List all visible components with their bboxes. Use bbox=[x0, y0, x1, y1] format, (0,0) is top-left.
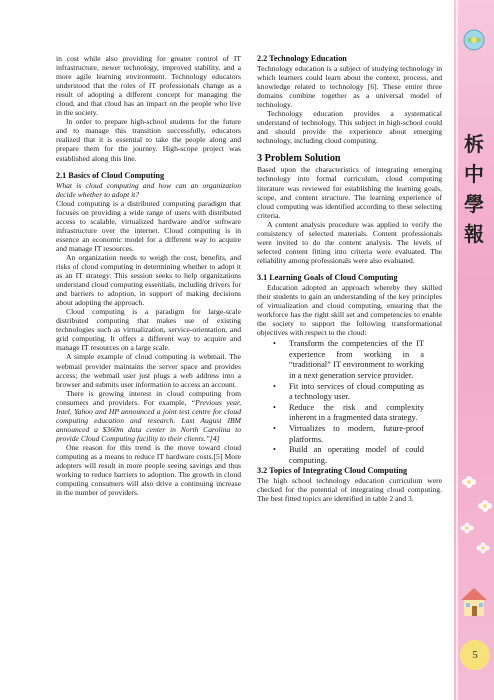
page-number-badge: 5 bbox=[460, 640, 490, 670]
list-item: • Fit into services of cloud computing as a technology user. bbox=[289, 382, 442, 403]
journal-title-char: 報 bbox=[464, 222, 484, 246]
journal-title-char: 柝 bbox=[464, 132, 484, 156]
list-item: • Transform the competencies of the IT experience from working in a “traditional” IT environment to working in a next generation service provider. bbox=[289, 339, 442, 381]
paragraph: A content analysis procedure was applied to verify the consistency of selected materials. Content professionals were invited to do the content analysis. The levels of selected content fitting into criteria were evaluated. The reliability among professionals were also evaluated. bbox=[257, 219, 442, 265]
paragraph: Technology education provides a systematical understand of technology. This subject in high-school could and should provide the experience about emerging technology, including cloud computing. bbox=[257, 109, 442, 146]
section-heading-2-2: 2.2 Technology Education bbox=[257, 54, 347, 63]
section-heading-2-1: 2.1 Basics of Cloud Computing bbox=[56, 170, 165, 180]
globe-icon bbox=[462, 28, 486, 52]
list-item: • Build an operating model of could computing. bbox=[289, 445, 442, 466]
right-column bbox=[257, 54, 442, 503]
section-heading-3: 3 Problem Solution bbox=[257, 153, 341, 165]
flowers-decoration-icon bbox=[455, 470, 494, 560]
paragraph: Cloud computing is a distributed computing paradigm that focuses on providing a wide range of users with distributed access to scalable, virtualized hardware and/or software infrastructure over the internet. Cloud computing is in essence an economic model for a different way to acquire and manage IT resources. bbox=[56, 198, 241, 253]
left-column bbox=[56, 54, 241, 497]
paragraph: One reason for this trend is the move toward cloud computing as a means to reduce IT hardware costs.[5] More adopters will result in more people seeing savings and thus working to reduce barriers to adoption. The growth in cloud computing consumers will also drive a continuing increase in the number of providers. bbox=[56, 442, 241, 498]
quotation: “Previous year, Intel, Yahoo and HP announced a joint test centre for cloud computing education and research. Last August IBM announced a $360m data center in North Carolina to provide Cloud Computing facility to their clients.”[4] bbox=[56, 397, 241, 443]
paragraph: In order to prepare high-school students for the future and to manage this transition successfully, educators realized that it is essential to take the people along and prepare them for the journey. High-scope project was established along this line. bbox=[56, 117, 241, 163]
paragraph: An organization needs to weigh the cost, benefits, and risks of cloud computing in determining whether to adopt it as an IT strategy. This session seeks to help organizations understand cloud computing essentials, including drivers for and barriers to adoption, in support of making decisions about adopting the approach. bbox=[56, 252, 241, 308]
paragraph: A simple example of cloud computing is webmail. The webmail provider maintains the server space and provides access; the webmail user just plugs a web address into a browser and submits user information to access an account. bbox=[56, 352, 241, 389]
section-heading-3-2: 3.2 Topics of Integrating Cloud Computing bbox=[257, 466, 408, 476]
section-heading-3-1: 3.1 Learning Goals of Cloud Computing bbox=[257, 272, 398, 282]
paragraph: Education adopted an approach whereby they skilled their students to gain an understanding of the key principles of virtualization and cloud computing, ensuring that the workforce has the right skill set and competencies to enable the society to support the following transformational objectives with respect to the cloud: bbox=[257, 282, 442, 338]
paragraph: in cost while also providing for greater control of IT infrastructure, newer technology, improved stability, and a more agile learning environment. Technology educators understood that the roles of IT professionals change as a result of adopting a different concept for managing the cloud, and that cloud has an impact on the people who live in the society. bbox=[56, 54, 241, 118]
list-item: • Virtualizes to modern, future-proof platforms. bbox=[289, 424, 442, 445]
journal-title-char: 學 bbox=[464, 192, 484, 216]
paragraph bbox=[56, 389, 241, 443]
list-item: • Reduce the risk and complexity inherent in a fragmented data strategy. bbox=[289, 403, 442, 424]
journal-title-char: 中 bbox=[464, 162, 484, 186]
paragraph: The high school technology education curriculum were checked for the potential of integrating cloud computing. The best fitted topics are identified in table 2 and 3. bbox=[257, 476, 442, 504]
paragraph: Based upon the characteristics of integrating emerging technology into formal curriculum, cloud computing literature was reviewed for establishing the learning goals, scope, and content structure. The learning experience of cloud computing was identified according to these selecting criteria. bbox=[257, 165, 442, 220]
objectives-list bbox=[257, 339, 442, 466]
section-question: What is cloud computing and how can an organization decide whether to adopt it? bbox=[56, 180, 241, 199]
paragraph-text: There is growing interest in cloud computing from consumers and providers. For example, bbox=[56, 388, 241, 407]
house-decoration-icon bbox=[455, 580, 494, 620]
paragraph: Technology education is a subject of studying technology in which learners could learn about the context, process, and knowledge related to technology [6]. These entire three domains combine together as a universal model of technology. bbox=[257, 64, 442, 110]
paragraph: Cloud computing is a paradigm for large-scale distributed computing that makes use of existing technologies such as virtualization, service-orientation, and grid computing. It offers a different way to acquire and manage IT resources on a large scale. bbox=[56, 307, 241, 353]
